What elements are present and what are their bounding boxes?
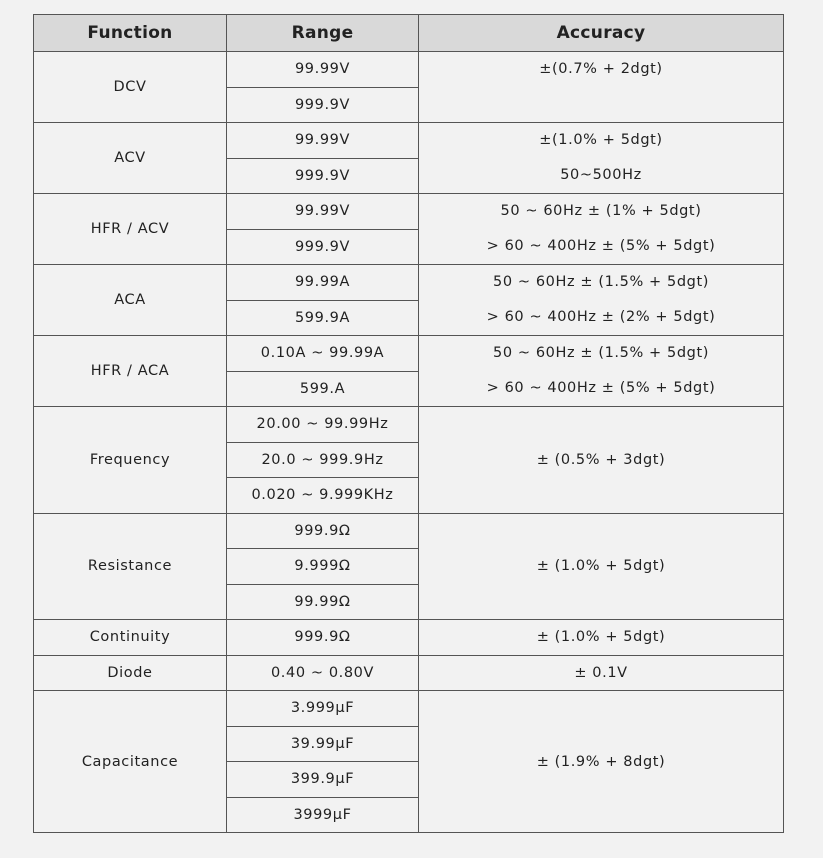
function-dcv: DCV — [34, 52, 227, 123]
header-function: Function — [34, 15, 227, 52]
accuracy-line: ±(1.0% + 5dgt) — [539, 132, 663, 148]
range-cell: 9.999Ω — [227, 549, 419, 585]
function-frequency: Frequency — [34, 407, 227, 514]
range-cell: 0.40 ~ 0.80V — [227, 655, 419, 691]
accuracy-dcv — [419, 52, 784, 123]
function-hfr-acv: HFR / ACV — [34, 194, 227, 265]
accuracy-hfr-acv — [419, 194, 784, 265]
accuracy-line: 50 ~ 60Hz ± (1.5% + 5dgt) — [493, 274, 709, 290]
range-cell: 599.9A — [227, 300, 419, 336]
accuracy-line: 50 ~ 60Hz ± (1.5% + 5dgt) — [493, 345, 709, 361]
table-row — [34, 513, 784, 549]
accuracy-line: > 60 ~ 400Hz ± (2% + 5dgt) — [486, 309, 716, 325]
range-cell: 999.9V — [227, 87, 419, 123]
range-cell: 3.999μF — [227, 691, 419, 727]
range-cell: 999.9Ω — [227, 513, 419, 549]
accuracy-line: 50 ~ 60Hz ± (1% + 5dgt) — [500, 203, 702, 219]
range-cell: 99.99V — [227, 52, 419, 88]
range-cell: 0.10A ~ 99.99A — [227, 336, 419, 372]
range-cell: 999.9Ω — [227, 620, 419, 656]
table-row — [34, 52, 784, 88]
range-cell: 3999μF — [227, 797, 419, 833]
table-row — [34, 265, 784, 301]
range-cell: 99.99Ω — [227, 584, 419, 620]
accuracy-capacitance: ± (1.9% + 8dgt) — [419, 691, 784, 833]
accuracy-acv — [419, 123, 784, 194]
range-cell: 99.99A — [227, 265, 419, 301]
range-cell: 39.99μF — [227, 726, 419, 762]
function-diode: Diode — [34, 655, 227, 691]
range-cell: 99.99V — [227, 123, 419, 159]
header-accuracy: Accuracy — [419, 15, 784, 52]
table-row — [34, 336, 784, 372]
table-row — [34, 194, 784, 230]
accuracy-hfr-aca — [419, 336, 784, 407]
function-continuity: Continuity — [34, 620, 227, 656]
function-aca: ACA — [34, 265, 227, 336]
table-row — [34, 123, 784, 159]
accuracy-continuity: ± (1.0% + 5dgt) — [419, 620, 784, 656]
range-cell: 20.0 ~ 999.9Hz — [227, 442, 419, 478]
table-row — [34, 655, 784, 691]
accuracy-line: ±(0.7% + 2dgt) — [539, 61, 663, 77]
range-cell: 399.9μF — [227, 762, 419, 798]
accuracy-diode: ± 0.1V — [419, 655, 784, 691]
table-row — [34, 691, 784, 727]
header-row — [34, 15, 784, 52]
range-cell: 999.9V — [227, 229, 419, 265]
range-cell: 599.A — [227, 371, 419, 407]
range-cell: 99.99V — [227, 194, 419, 230]
function-acv: ACV — [34, 123, 227, 194]
accuracy-line: 50~500Hz — [560, 167, 642, 183]
range-cell: 20.00 ~ 99.99Hz — [227, 407, 419, 443]
function-capacitance: Capacitance — [34, 691, 227, 833]
header-range: Range — [227, 15, 419, 52]
accuracy-line: > 60 ~ 400Hz ± (5% + 5dgt) — [486, 380, 716, 396]
range-cell: 0.020 ~ 9.999KHz — [227, 478, 419, 514]
specification-table — [33, 14, 784, 833]
accuracy-aca — [419, 265, 784, 336]
accuracy-line: > 60 ~ 400Hz ± (5% + 5dgt) — [486, 238, 716, 254]
table-row — [34, 620, 784, 656]
table-row — [34, 407, 784, 443]
function-resistance: Resistance — [34, 513, 227, 620]
accuracy-frequency: ± (0.5% + 3dgt) — [419, 407, 784, 514]
range-cell: 999.9V — [227, 158, 419, 194]
accuracy-resistance: ± (1.0% + 5dgt) — [419, 513, 784, 620]
function-hfr-aca: HFR / ACA — [34, 336, 227, 407]
